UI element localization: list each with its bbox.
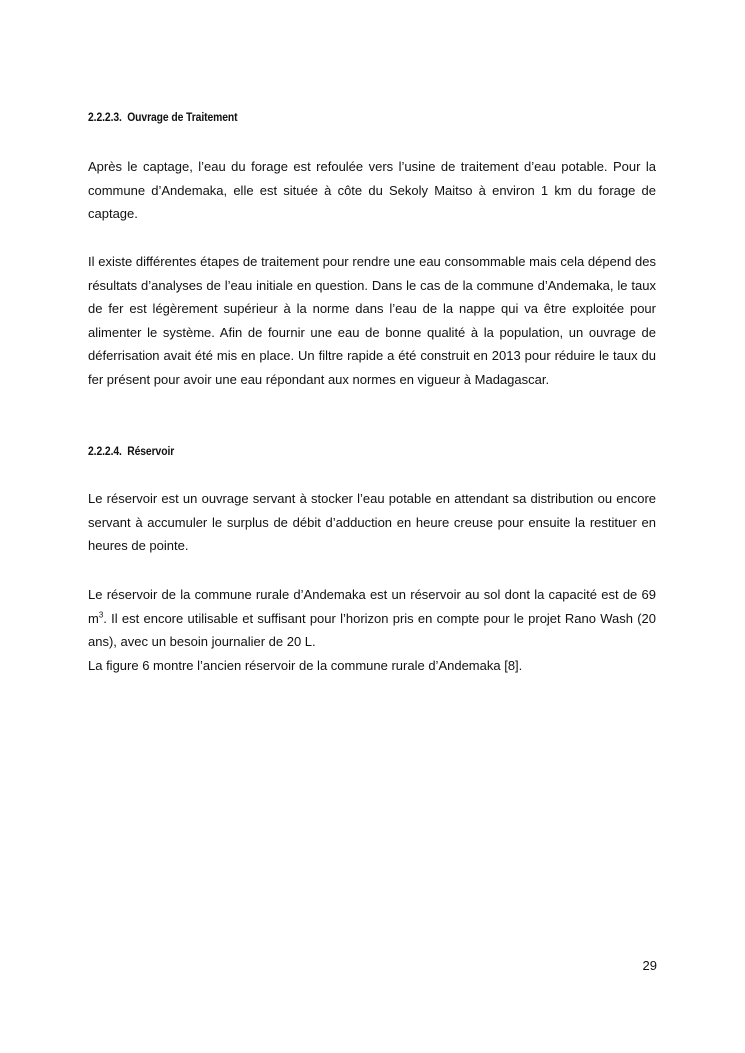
section-number: 2.2.2.4. <box>88 446 122 458</box>
section-title: Ouvrage de Traitement <box>127 112 238 124</box>
section-number: 2.2.2.3. <box>88 112 122 124</box>
paragraph-figure-reference: La figure 6 montre l’ancien réservoir de la commune rurale d’Andemaka [8]. <box>88 658 523 673</box>
capacity-text-before: Le réservoir de la commune rurale d’Andemaka est un réservoir au sol dont la capacité est de 69 m <box>88 587 656 626</box>
paragraph-traitement-etapes: Il existe différentes étapes de traitement pour rendre une eau consommable mais cela dépend des résultats d’analyses de l’eau initiale en question. Dans le cas de la commune d’Andemaka, le taux de fer est légèrement supérieur à la norme dans l’eau de la nappe qui va être exploitée pour alimenter le système. Afin de fournir une eau de bonne qualité à la population, un ouvrage de déferrisation avait été mis en place. Un filtre rapide a été construit en 2013 pour réduire le taux du fer présent pour avoir une eau répondant aux normes en vigueur à Madagascar. <box>88 254 656 387</box>
capacity-text-after: . Il est encore utilisable et suffisant pour l’horizon pris en compte pour le projet Rano Wash (20 ans), avec un besoin journalier de 20 L. <box>88 610 656 649</box>
section-heading-traitement <box>88 112 237 124</box>
section-title: Réservoir <box>127 446 175 458</box>
paragraph-reservoir-capacite <box>88 583 656 654</box>
paragraph-reservoir-definition: Le réservoir est un ouvrage servant à stocker l’eau potable en attendant sa distribution ou encore servant à accumuler le surplus de débit d’adduction en heure creuse pour ensuite la restituer en heures de pointe. <box>88 491 656 553</box>
paragraph-captage: Après le captage, l’eau du forage est refoulée vers l’usine de traitement d’eau potable. Pour la commune d’Andemaka, elle est située à côte du Sekoly Maitso à environ 1 km du forage de captage. <box>88 159 656 221</box>
page-number: 29 <box>642 958 657 973</box>
superscript-exponent: 3 <box>98 610 104 620</box>
section-heading-reservoir <box>88 446 174 458</box>
